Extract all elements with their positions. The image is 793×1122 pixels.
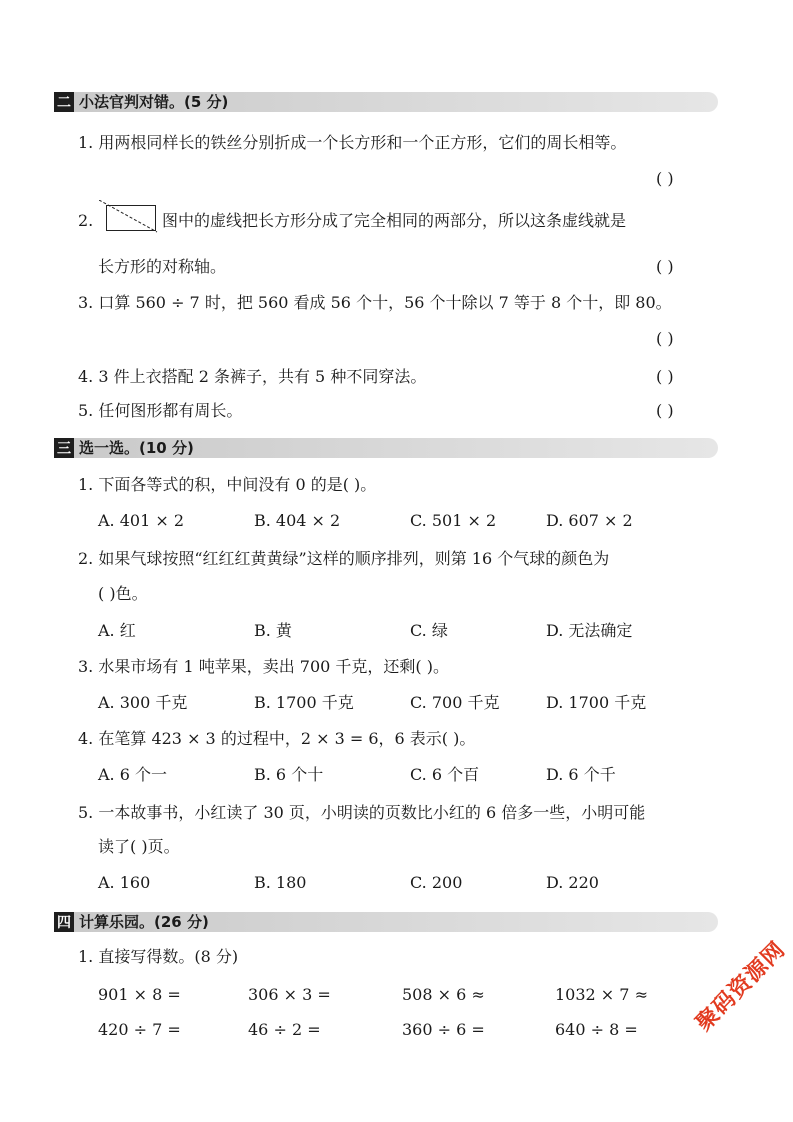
choice-option[interactable]: B. 1700 千克: [254, 693, 354, 712]
choice-question-4: 4. 在笔算 423 × 3 的过程中，2 × 3 = 6，6 表示( )。: [78, 729, 476, 748]
judge-answer-paren-4[interactable]: ( ): [656, 367, 674, 386]
choice-question-3: 3. 水果市场有 1 吨苹果，卖出 700 千克，还剩( )。: [78, 657, 449, 676]
choice-option[interactable]: C. 6 个百: [410, 765, 480, 784]
judge-item-2: 图中的虚线把长方形分成了完全相同的两部分，所以这条虚线就是: [162, 211, 627, 230]
choice-option[interactable]: C. 绿: [410, 621, 448, 640]
choice-option[interactable]: C. 700 千克: [410, 693, 500, 712]
choice-option[interactable]: A. 401 × 2: [98, 511, 185, 530]
calc-expression: 420 ÷ 7 =: [98, 1020, 181, 1039]
calc-question-1-title: 1. 直接写得数。(8 分): [78, 947, 239, 966]
choice-option[interactable]: B. 黄: [254, 621, 292, 640]
section-title: 计算乐园。(26 分): [79, 913, 209, 931]
choice-option[interactable]: A. 6 个一: [98, 765, 167, 784]
choice-option[interactable]: D. 607 × 2: [546, 511, 633, 530]
choice-option[interactable]: B. 404 × 2: [254, 511, 341, 530]
choice-question-1: 1. 下面各等式的积，中间没有 0 的是( )。: [78, 475, 377, 494]
calc-expression: 901 × 8 =: [98, 985, 181, 1004]
choice-option[interactable]: A. 300 千克: [98, 693, 188, 712]
choice-option[interactable]: D. 无法确定: [546, 621, 633, 640]
calc-expression: 1032 × 7 ≈: [555, 985, 648, 1004]
section-title: 小法官判对错。(5 分): [79, 93, 229, 111]
section-number: 三: [54, 438, 74, 458]
choice-question-5: 5. 一本故事书，小红读了 30 页，小明读的页数比小红的 6 倍多一些，小明可能: [78, 803, 646, 822]
judge-answer-paren-2[interactable]: ( ): [656, 257, 674, 276]
judge-item-2-number: 2.: [78, 211, 94, 230]
section-banner-calc: [54, 912, 718, 932]
choice-question-5-cont: 读了( )页。: [98, 837, 180, 856]
choice-option[interactable]: B. 6 个十: [254, 765, 324, 784]
choice-question-2-cont: ( )色。: [98, 584, 148, 603]
judge-answer-paren-1[interactable]: ( ): [656, 169, 674, 188]
choice-option[interactable]: A. 160: [98, 873, 151, 892]
calc-expression: 640 ÷ 8 =: [555, 1020, 638, 1039]
choice-option[interactable]: C. 501 × 2: [410, 511, 497, 530]
choice-option[interactable]: A. 红: [98, 621, 136, 640]
judge-item-3: 3. 口算 560 ÷ 7 时，把 560 看成 56 个十，56 个十除以 7 等于 8 个十，即 80。: [78, 293, 672, 312]
choice-option[interactable]: D. 1700 千克: [546, 693, 647, 712]
judge-item-4: 4. 3 件上衣搭配 2 条裤子，共有 5 种不同穿法。: [78, 367, 427, 386]
section-banner-judge: [54, 92, 718, 112]
choice-option[interactable]: D. 6 个千: [546, 765, 616, 784]
judge-answer-paren-5[interactable]: ( ): [656, 401, 674, 420]
choice-option[interactable]: C. 200: [410, 873, 463, 892]
choice-question-2: 2. 如果气球按照“红红红黄黄绿”这样的顺序排列，则第 16 个气球的颜色为: [78, 549, 610, 568]
calc-expression: 46 ÷ 2 =: [248, 1020, 321, 1039]
section-number: 四: [54, 912, 74, 932]
judge-item-5: 5. 任何图形都有周长。: [78, 401, 243, 420]
judge-answer-paren-3[interactable]: ( ): [656, 329, 674, 348]
calc-expression: 306 × 3 =: [248, 985, 331, 1004]
section-number: 二: [54, 92, 74, 112]
calc-expression: 360 ÷ 6 =: [402, 1020, 485, 1039]
judge-item-1: 1. 用两根同样长的铁丝分别折成一个长方形和一个正方形，它们的周长相等。: [78, 133, 627, 152]
rectangle-diagonal-icon: [106, 205, 156, 231]
judge-item-2-cont: 长方形的对称轴。: [98, 257, 227, 276]
section-title: 选一选。(10 分): [79, 439, 194, 457]
choice-option[interactable]: B. 180: [254, 873, 307, 892]
section-banner-choose: [54, 438, 718, 458]
choice-option[interactable]: D. 220: [546, 873, 599, 892]
calc-expression: 508 × 6 ≈: [402, 985, 485, 1004]
watermark-text: 聚码资源网: [691, 937, 791, 1037]
